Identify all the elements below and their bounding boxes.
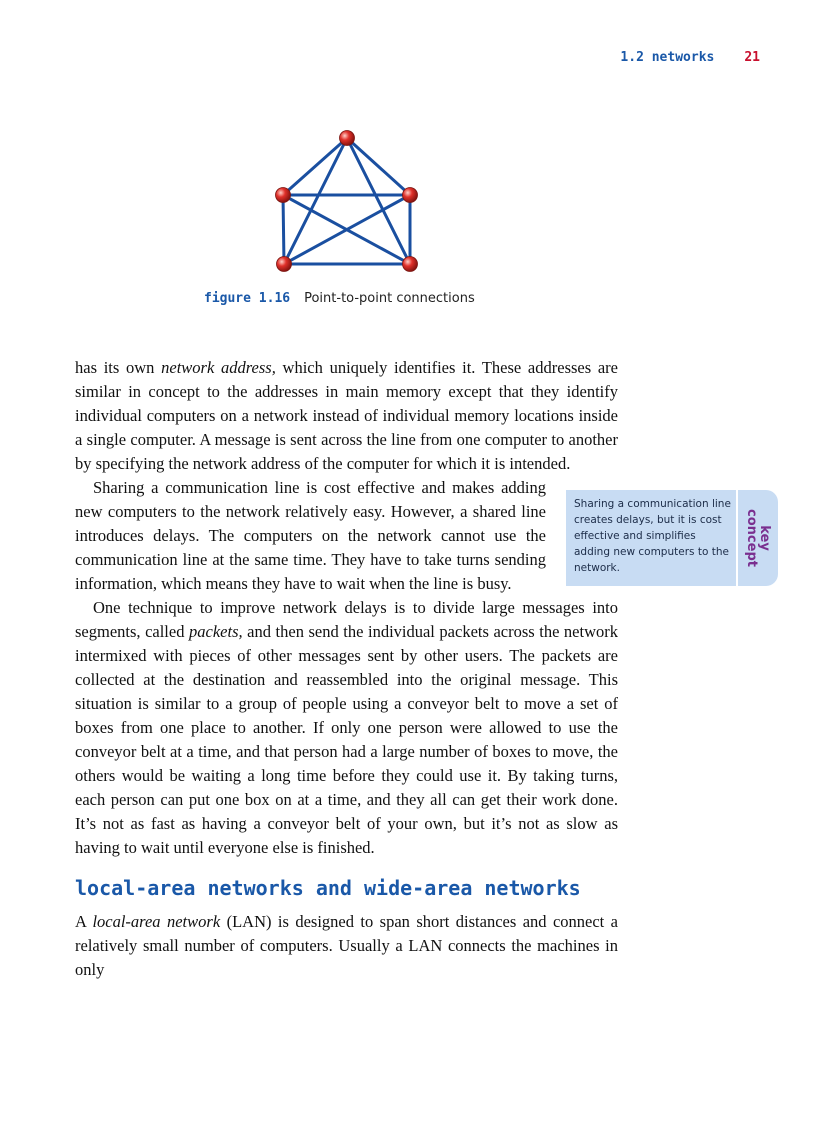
term-network-address: network address, [161, 358, 276, 377]
paragraph-network-address: has its own network address, which uniquely identifies it. These addresses are similar in concept to the addresses in main memory except that they identify individual computers on a network instead of individual memory locations inside a single computer. A message is sent across the line from one computer to another by specifying the network address of the computer for which it is intended. [75, 358, 619, 473]
paragraph-sharing-line: Sharing a communication line is cost effective and makes adding new computers to the network relatively easy. However, a shared line introduces delays. The computers on the network cannot use the communication line at the same time. They have to take turns sending information, which means they have to wait when the line is busy. [75, 478, 546, 593]
connection-line [283, 138, 347, 195]
page-number: 21 [744, 50, 760, 65]
figure-caption [204, 291, 475, 306]
key-concept-tab [738, 490, 778, 586]
computer-node [277, 257, 292, 272]
connection-lines [283, 138, 410, 264]
figure-label: figure 1.16 [204, 291, 291, 306]
running-head [560, 50, 760, 65]
key-concept-text: Sharing a communication line creates delays, but it is cost effective and simplifies adding new computers to the network. [574, 498, 731, 574]
key-concept-tab-line2: concept [744, 509, 759, 567]
computer-node [403, 257, 418, 272]
connection-line [283, 195, 284, 264]
computer-node [276, 188, 291, 203]
computer-node [340, 131, 355, 146]
section-heading: local-area networks and wide-area networks [75, 876, 581, 900]
paragraph-lan: A local-area network (LAN) is designed to span short distances and connect a relatively small number of computers. Usually a LAN connects the machines in only [75, 912, 618, 979]
figure-caption-text: Point-to-point connections [304, 291, 475, 306]
paragraph-packets: One technique to improve network delays is to divide large messages into segments, called packets, and then send the individual packets across the network intermixed with pieces of other messages sent by other users. The packets are collected at the destination and reassembled into the original message. This situation is similar to a group of people using a conveyor belt to move a set of boxes from one place to another. If only one person were allowed to use the conveyor belt at a time, and that person had a large number of boxes to move, the others would be waiting a long time before they could use it. By taking turns, each person can put one box on at a time, and they all can get their work done. It’s not as fast as having a conveyor belt of your own, but it’s not as slow as having to wait until everyone else is finished. [75, 598, 619, 857]
key-concept-panel [566, 490, 736, 586]
section-title: 1.2 networks [620, 50, 715, 65]
term-local-area-network: local-area network [92, 912, 221, 931]
key-concept-box [566, 490, 778, 586]
connection-line [347, 138, 410, 195]
computer-node [403, 188, 418, 203]
key-concept-tab-line1: key [757, 525, 772, 551]
term-packets: packets, [189, 622, 243, 641]
point-to-point-diagram [270, 125, 430, 275]
